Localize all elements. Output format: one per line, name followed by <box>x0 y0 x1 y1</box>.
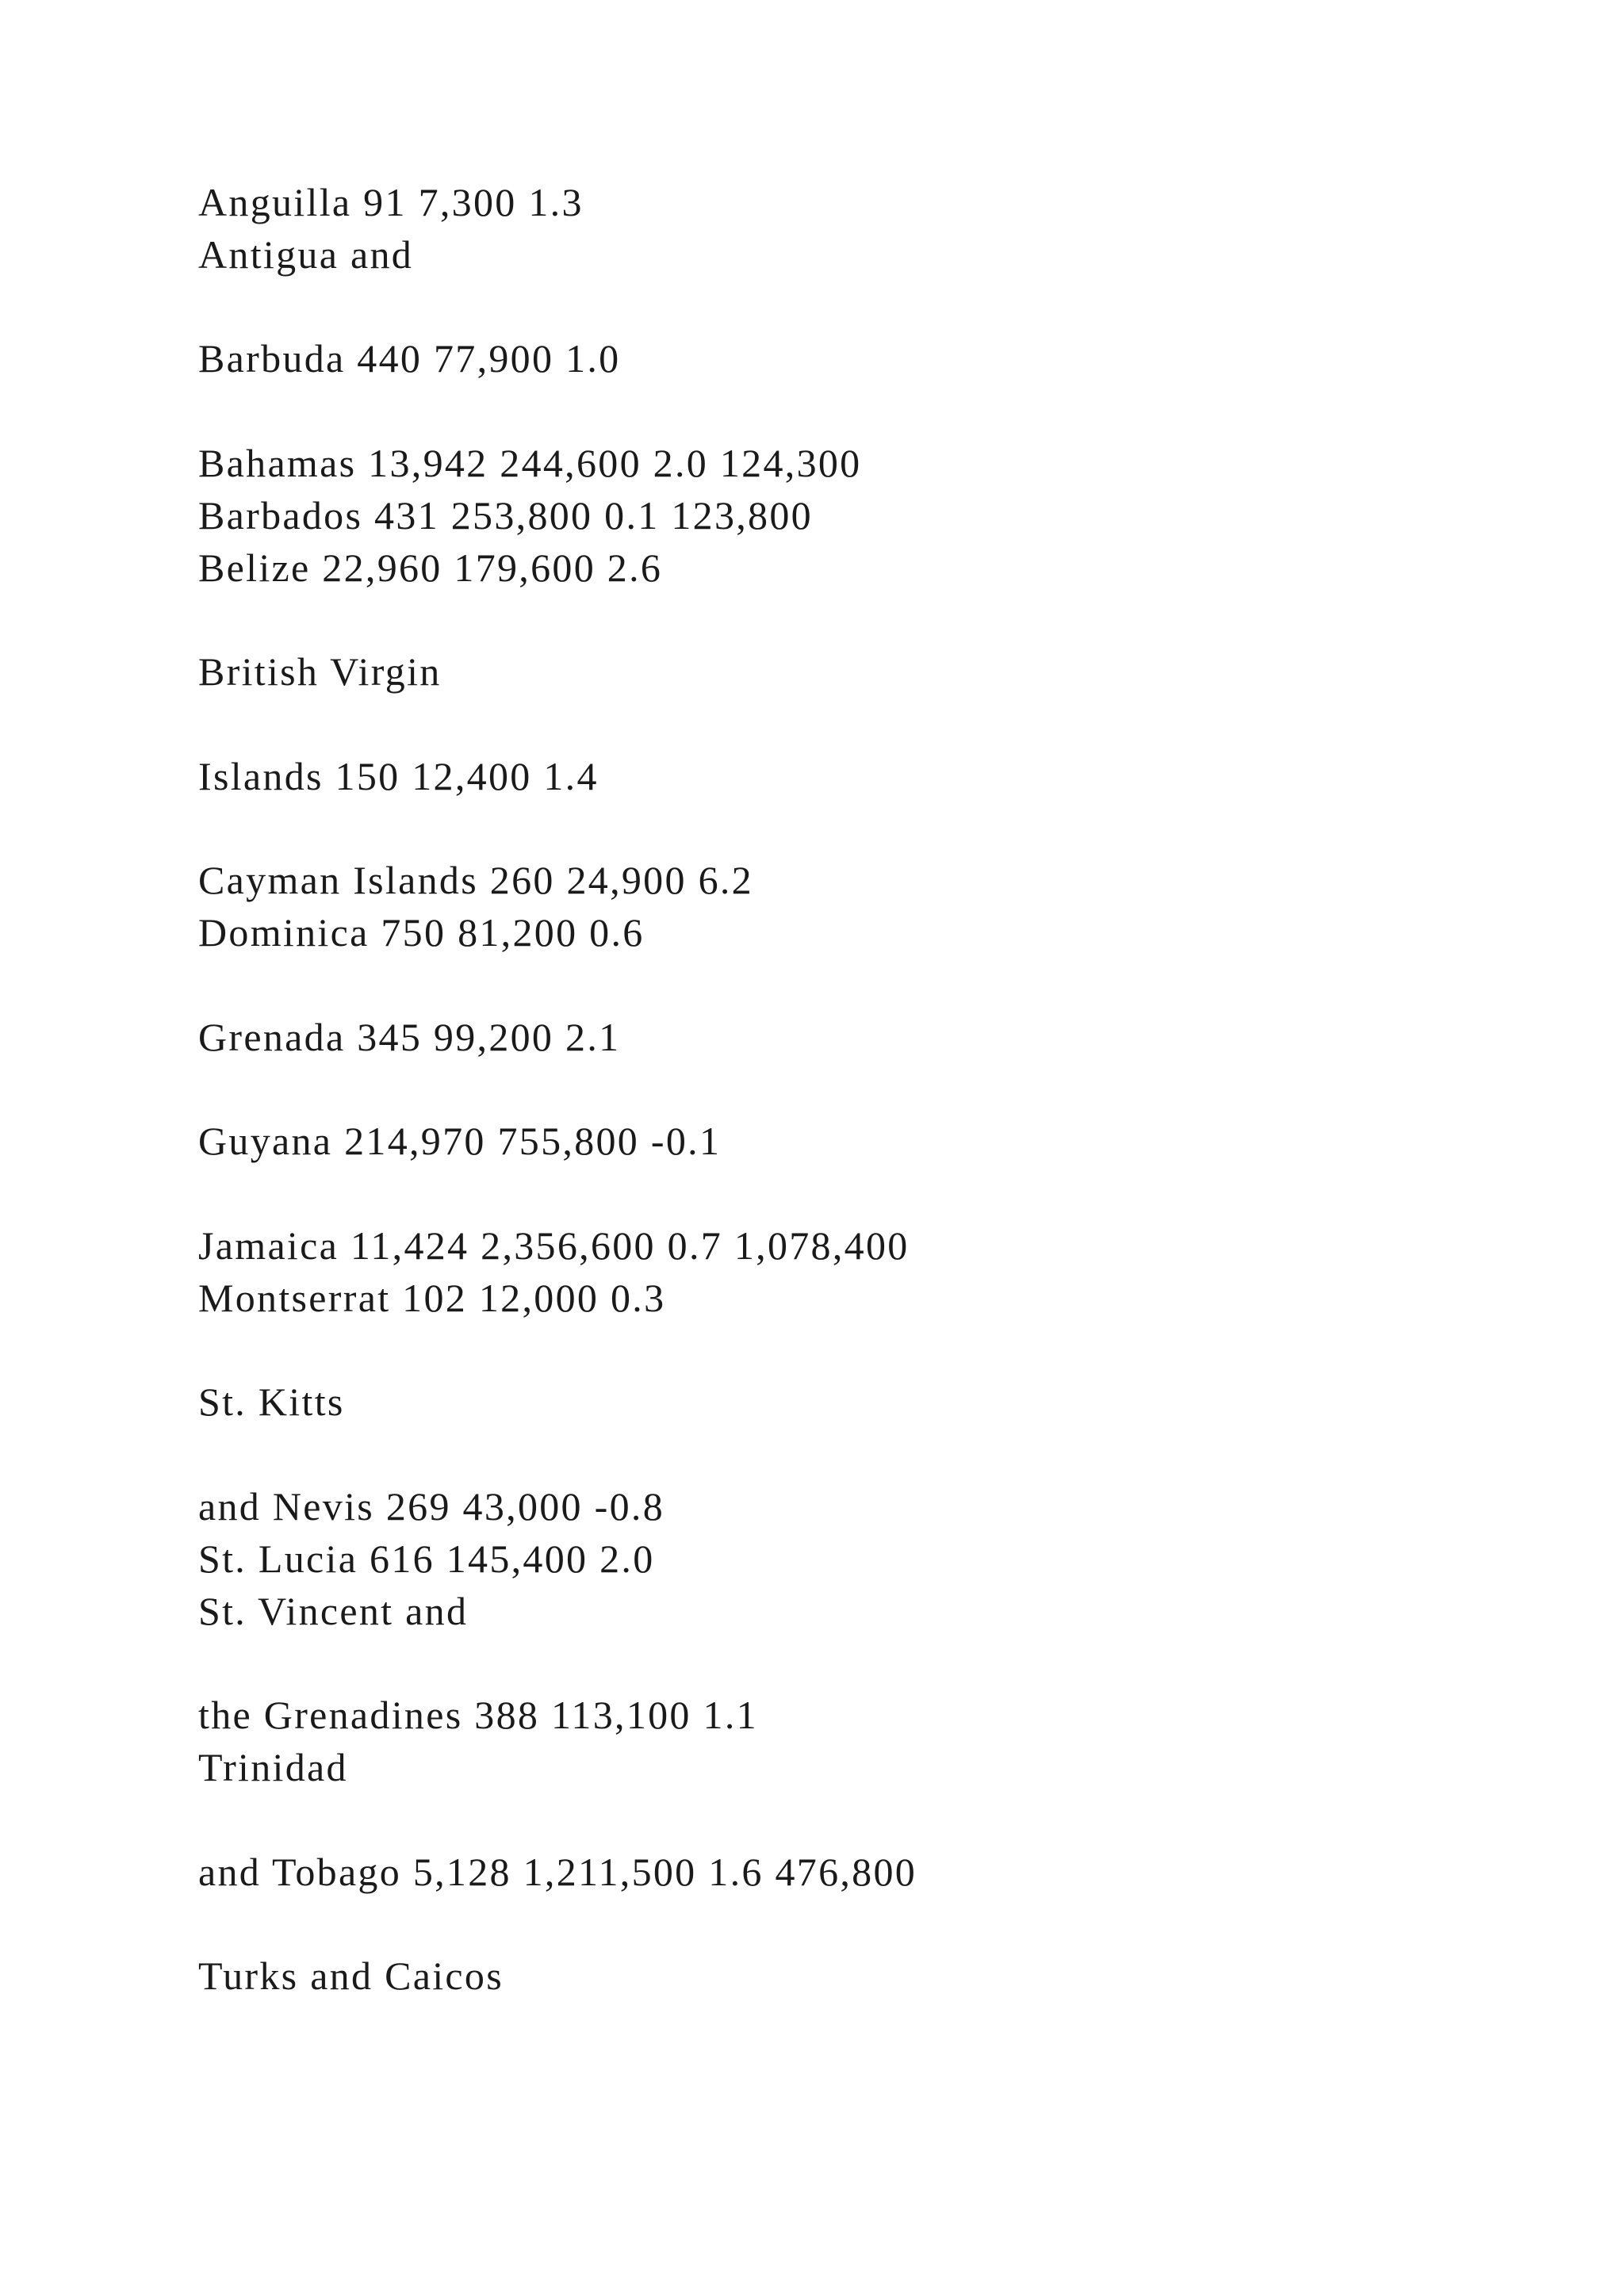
text-line: and Nevis 269 43,000 -0.8 <box>198 1483 665 1529</box>
text-line: Trinidad <box>198 1744 348 1789</box>
text-body <box>198 182 1546 2008</box>
blank-line <box>198 287 1546 339</box>
text-line: Guyana 214,970 755,800 -0.1 <box>198 1119 722 1164</box>
text-line: Barbuda 440 77,900 1.0 <box>198 336 621 381</box>
blank-line <box>198 391 1546 443</box>
blank-line <box>198 1070 1546 1122</box>
text-line: St. Kitts <box>198 1380 345 1425</box>
blank-line <box>198 965 1546 1017</box>
blank-line <box>198 1800 1546 1852</box>
text-line: Antigua and <box>198 232 414 277</box>
text-line: and Tobago 5,128 1,211,500 1.6 476,800 <box>198 1849 917 1894</box>
text-line: Montserrat 102 12,000 0.3 <box>198 1275 666 1320</box>
blank-line <box>198 704 1546 756</box>
text-line: Islands 150 12,400 1.4 <box>198 753 599 798</box>
text-line: Bahamas 13,942 244,600 2.0 124,300 <box>198 440 862 485</box>
blank-line <box>198 1173 1546 1226</box>
text-line: Turks and Caicos <box>198 1954 504 1999</box>
text-line: Cayman Islands 260 24,900 6.2 <box>198 858 753 903</box>
blank-line <box>198 599 1546 652</box>
text-line: Jamaica 11,424 2,356,600 0.7 1,078,400 <box>198 1223 910 1268</box>
text-line: Grenada 345 99,200 2.1 <box>198 1014 621 1059</box>
text-line: St. Lucia 616 145,400 2.0 <box>198 1536 655 1581</box>
text-line: Barbados 431 253,800 0.1 123,800 <box>198 492 813 538</box>
text-line: the Grenadines 388 113,100 1.1 <box>198 1693 758 1738</box>
blank-line <box>198 1904 1546 1956</box>
text-line: Dominica 750 81,200 0.6 <box>198 910 645 955</box>
blank-line <box>198 1643 1546 1695</box>
text-line: British Virgin <box>198 649 442 695</box>
blank-line <box>198 809 1546 861</box>
blank-line <box>198 1434 1546 1487</box>
blank-line <box>198 1330 1546 1383</box>
text-line: Belize 22,960 179,600 2.6 <box>198 545 663 590</box>
text-line: Anguilla 91 7,300 1.3 <box>198 180 584 224</box>
text-line: St. Vincent and <box>198 1588 469 1633</box>
